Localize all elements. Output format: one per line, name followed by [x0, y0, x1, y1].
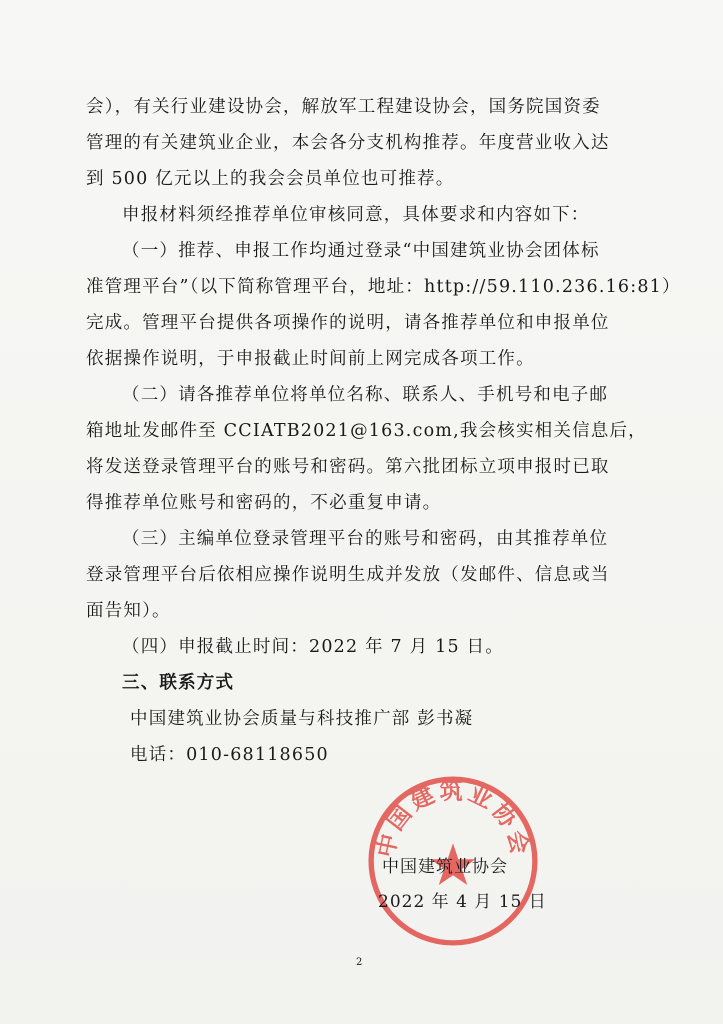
- paragraph-line: 管理的有关建筑业企业，本会各分支机构推荐。年度营业收入达: [86, 133, 610, 153]
- item-line: 将发送登录管理平台的账号和密码。第六批团标立项申报时已取: [86, 457, 610, 477]
- section-heading: 三、联系方式: [122, 673, 235, 693]
- page-number: 2: [356, 957, 363, 968]
- paragraph-line: 到 500 亿元以上的我会会员单位也可推荐。: [86, 169, 455, 189]
- item-line: 箱地址发邮件至 CCIATB2021@163.com,我会核实相关信息后，: [86, 421, 647, 441]
- item-line: （四）申报截止时间：2022 年 7 月 15 日。: [122, 637, 504, 657]
- item-line: 准管理平台”（以下简称管理平台，地址：http://59.110.236.16:81）: [86, 277, 681, 297]
- contact-phone: 电话：010-68118650: [130, 745, 329, 765]
- seal-text: 中国建筑业协会: [372, 777, 534, 860]
- item-line: （二）请各推荐单位将单位名称、联系人、手机号和电子邮: [122, 385, 609, 405]
- item-line: 登录管理平台后依相应操作说明生成并发放（发邮件、信息或当: [86, 565, 610, 585]
- item-line: 依据操作说明，于申报截止时间前上网完成各项工作。: [86, 349, 535, 369]
- signature-date: 2022 年 4 月 15 日: [378, 892, 547, 912]
- signature-organization: 中国建筑业协会: [382, 857, 508, 877]
- item-line: 完成。管理平台提供各项操作的说明，请各推荐单位和申报单位: [86, 313, 610, 333]
- contact-department: 中国建筑业协会质量与科技推广部 彭书凝: [130, 709, 474, 729]
- item-line: 面告知）。: [86, 601, 171, 621]
- item-line: （一）推荐、申报工作均通过登录“中国建筑业协会团体标: [122, 241, 600, 261]
- item-line: （三）主编单位登录管理平台的账号和密码，由其推荐单位: [122, 529, 609, 549]
- paragraph-line: 会），有关行业建设协会，解放军工程建设协会，国务院国资委: [86, 97, 601, 117]
- paragraph-line: 申报材料须经推荐单位审核同意，具体要求和内容如下：: [122, 205, 590, 225]
- item-line: 得推荐单位账号和密码的，不必重复申请。: [86, 493, 442, 513]
